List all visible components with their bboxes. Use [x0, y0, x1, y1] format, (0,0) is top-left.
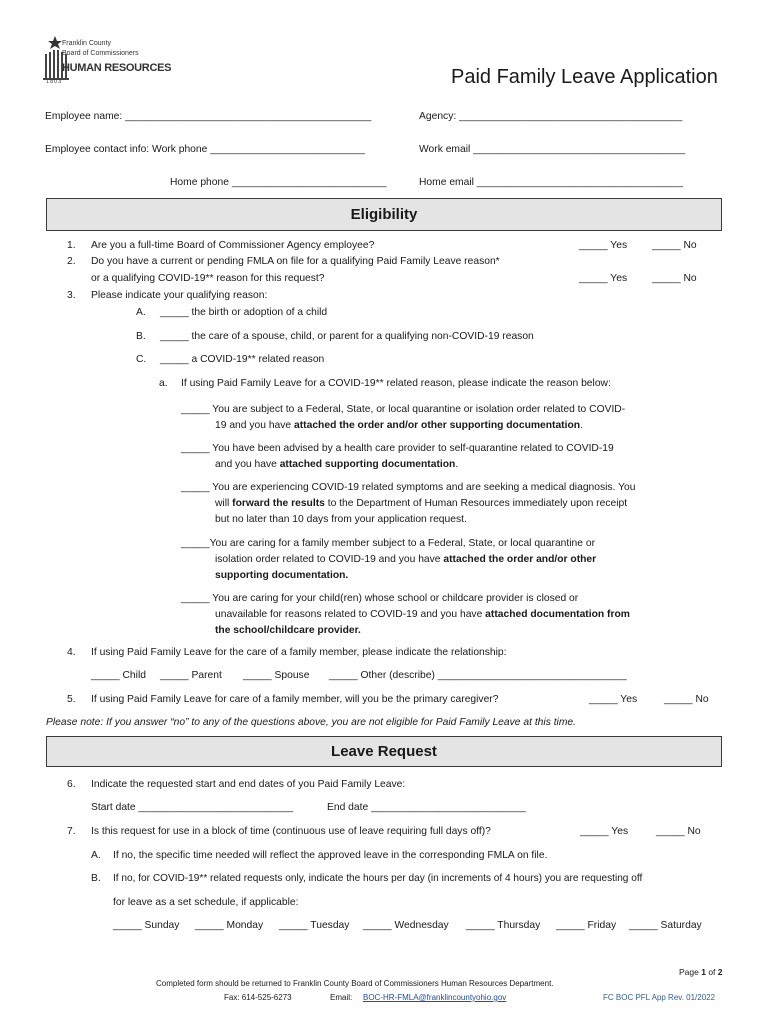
r3-plain: will: [215, 498, 233, 509]
q6-text: Indicate the requested start and end dates of you Paid Family Leave:: [91, 779, 406, 790]
page-number: [679, 967, 723, 977]
q2-yes: _____ Yes: [579, 273, 628, 284]
q5-no: _____ No: [664, 694, 709, 705]
option-a-text: _____ the birth or adoption of a child: [160, 307, 328, 318]
covid-reason-3-line1: _____ You are experiencing COVID-19 related symptoms and are seeking a medical diagnosis. You: [181, 482, 636, 493]
q4-text: If using Paid Family Leave for the care of a family member, please indicate the relationship:: [91, 647, 507, 658]
q2-text-line1: Do you have a current or pending FMLA on file for a qualifying Paid Family Leave reason*: [91, 256, 500, 267]
q3-number: 3.: [67, 290, 76, 301]
r3-end: to the Department of Human Resources immediately upon receipt: [324, 498, 628, 509]
covid-reason-4-line1: _____You are caring for a family member subject to a Federal, State, or local quarantine or: [181, 538, 596, 549]
covid-reason-4-line3: supporting documentation.: [215, 570, 349, 581]
q5-yes: _____ Yes: [589, 694, 638, 705]
r1-plain: 19 and you have: [215, 420, 295, 431]
covid-reason-3-line3: but no later than 10 days from your application request.: [215, 514, 467, 525]
fax-number: Fax: 614-525-6273: [224, 993, 292, 1002]
r1-end: .: [580, 420, 583, 431]
work-email-field: Work email _____________________________________: [419, 144, 686, 155]
q7-number: 7.: [67, 826, 76, 837]
relation-other: _____ Other (describe) _________________________________: [329, 670, 627, 681]
page-total: 2: [717, 967, 723, 977]
relation-child: _____ Child: [91, 670, 146, 681]
home-email-field: Home email ____________________________________: [419, 177, 683, 188]
q1-no: _____ No: [652, 240, 697, 251]
q6-number: 6.: [67, 779, 76, 790]
leave-request-heading: Leave Request: [46, 736, 722, 767]
covid-reason-2-line2: [181, 457, 614, 473]
covid-reason-2: [181, 441, 614, 473]
email-label: Email:: [330, 993, 353, 1002]
day-wednesday: _____ Wednesday: [363, 920, 449, 931]
covid-reason-4-line2: [181, 552, 596, 568]
work-phone-field: Employee contact info: Work phone ___________________________: [45, 144, 365, 155]
r2-end: .: [455, 459, 459, 470]
day-monday: _____ Monday: [195, 920, 264, 931]
logo-line1: Franklin County: [62, 40, 112, 47]
day-thursday: _____ Thursday: [466, 920, 541, 931]
logo-year: 1803: [46, 79, 63, 85]
start-date-field: Start date ___________________________: [91, 802, 294, 813]
day-tuesday: _____ Tuesday: [279, 920, 350, 931]
relation-parent: _____ Parent: [160, 670, 222, 681]
day-sunday: _____ Sunday: [113, 920, 180, 931]
page-current: 1: [701, 967, 706, 977]
q1-number: 1.: [67, 240, 76, 251]
q7-no: _____ No: [656, 826, 701, 837]
agency-field: Agency: _______________________________________: [419, 111, 683, 122]
employee-name-field: Employee name: ___________________________________________: [45, 111, 372, 122]
covid-reason-1-line1: _____ You are subject to a Federal, State, or local quarantine or isolation order related to COVID-: [181, 404, 626, 415]
q7-text: Is this request for use in a block of time (continuous use of leave requiring full days off)?: [91, 826, 491, 837]
q7-b-line2: for leave as a set schedule, if applicable:: [113, 897, 299, 908]
covid-reason-5-line1: _____ You are caring for your child(ren) whose school or childcare provider is closed or: [181, 593, 579, 604]
covid-reason-3: [181, 480, 636, 528]
logo: [42, 36, 182, 92]
q7-a-letter: A.: [91, 850, 101, 861]
covid-reason-5: [181, 591, 630, 639]
option-c-letter: C.: [136, 354, 147, 365]
q5-text: If using Paid Family Leave for care of a family member, will you be the primary caregiver?: [91, 694, 499, 705]
q3-text: Please indicate your qualifying reason:: [91, 290, 268, 301]
eligibility-heading: Eligibility: [46, 198, 722, 231]
q1-yes: _____ Yes: [579, 240, 628, 251]
sub-a-letter: a.: [159, 378, 168, 389]
sub-a-text: If using Paid Family Leave for a COVID-19** related reason, please indicate the reason below:: [181, 378, 611, 389]
covid-reason-1: [181, 402, 625, 434]
r2-plain: and you have: [215, 459, 280, 470]
logo-line2: Board of Commissioners: [62, 50, 139, 57]
r5-plain: unavailable for reasons related to COVID-19 and you have: [215, 609, 486, 620]
covid-reason-1-line2: [181, 418, 625, 434]
page-prefix: Page: [679, 967, 702, 977]
r4-plain: isolation order related to COVID-19 and you have: [215, 554, 444, 565]
q2-number: 2.: [67, 256, 76, 267]
option-c-text: _____ a COVID-19** related reason: [160, 354, 325, 365]
q2-no: _____ No: [652, 273, 697, 284]
return-note: Completed form should be returned to Franklin County Board of Commissioners Human Resources Department.: [156, 979, 554, 988]
q4-number: 4.: [67, 647, 76, 658]
option-a-letter: A.: [136, 307, 146, 318]
option-b-text: _____ the care of a spouse, child, or parent for a qualifying non-COVID-19 reason: [160, 331, 534, 342]
page-of: of: [705, 967, 718, 977]
relation-spouse: _____ Spouse: [243, 670, 310, 681]
end-date-field: End date ___________________________: [327, 802, 526, 813]
q1-text: Are you a full-time Board of Commissioner Agency employee?: [91, 240, 375, 251]
day-friday: _____ Friday: [556, 920, 617, 931]
r5-bold: attached documentation from: [485, 609, 630, 620]
logo-line3: HUMAN RESOURCES: [62, 62, 172, 74]
covid-reason-5-line2: [181, 607, 630, 623]
day-saturday: _____ Saturday: [629, 920, 702, 931]
r4-bold: attached the order and/or other: [443, 554, 597, 565]
q7-yes: _____ Yes: [580, 826, 629, 837]
covid-reason-4: [181, 536, 596, 584]
covid-reason-3-line2: [181, 496, 636, 512]
q7-b-letter: B.: [91, 873, 101, 884]
r3-bold: forward the results: [232, 498, 325, 509]
q7-b-line1: If no, for COVID-19** related requests only, indicate the hours per day (in increments of 4 hours) you are requesting off: [113, 873, 643, 884]
q5-number: 5.: [67, 694, 76, 705]
eligibility-note: Please note: If you answer “no” to any of the questions above, you are not eligible for Paid Family Leave at this time.: [46, 717, 577, 728]
covid-reason-2-line1: _____ You have been advised by a health care provider to self-quarantine related to COVID-19: [181, 443, 614, 454]
email-link[interactable]: BOC-HR-FMLA@franklincountyohio.gov: [363, 993, 507, 1002]
r2-bold: attached supporting documentation: [279, 459, 456, 470]
revision-label: FC BOC PFL App Rev. 01/2022: [603, 993, 716, 1002]
page-title: Paid Family Leave Application: [451, 66, 718, 88]
r1-bold: attached the order and/or other supporting documentation: [294, 420, 581, 431]
q2-text-line2: or a qualifying COVID-19** reason for this request?: [91, 273, 325, 284]
covid-reason-5-line3: the school/childcare provider.: [215, 625, 361, 636]
option-b-letter: B.: [136, 331, 146, 342]
home-phone-field: Home phone ___________________________: [170, 177, 387, 188]
q7-a-text: If no, the specific time needed will reflect the approved leave in the corresponding FMLA on file.: [113, 850, 548, 861]
